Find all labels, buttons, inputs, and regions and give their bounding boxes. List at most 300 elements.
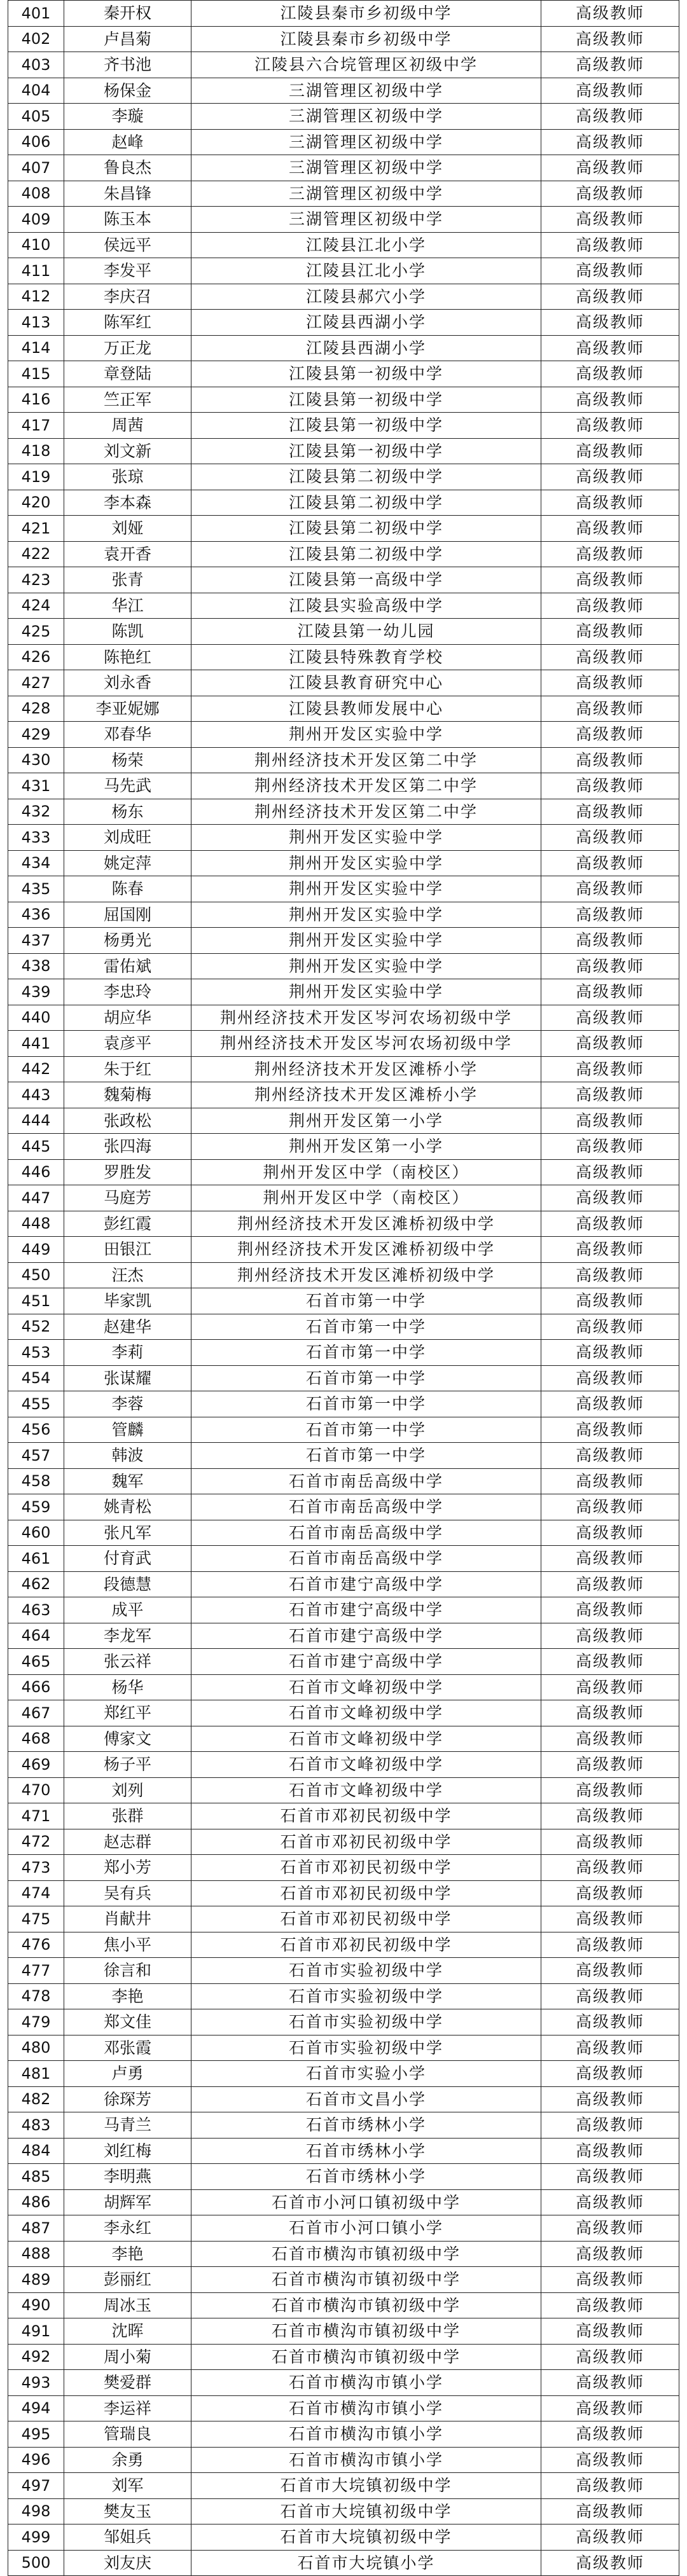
name-cell: 张凡军	[64, 1520, 191, 1546]
school-cell: 石首市南岳高级中学	[191, 1546, 541, 1572]
title-cell: 高级教师	[541, 1185, 679, 1211]
row-number-cell: 498	[8, 2498, 64, 2524]
table-row	[8, 2061, 679, 2087]
table-row	[8, 541, 679, 567]
school-cell: 石首市实验初级中学	[191, 1983, 541, 2009]
row-number-cell: 410	[8, 232, 64, 258]
title-cell: 高级教师	[541, 2498, 679, 2524]
table-row	[8, 1237, 679, 1263]
table-row	[8, 1134, 679, 1160]
school-cell: 石首市建宁高级中学	[191, 1571, 541, 1597]
table-row	[8, 2395, 679, 2421]
row-number-cell: 455	[8, 1391, 64, 1417]
school-cell: 石首市小河口镇小学	[191, 2215, 541, 2242]
school-cell: 江陵县第一初级中学	[191, 413, 541, 439]
table-row	[8, 1855, 679, 1881]
row-number-cell: 402	[8, 26, 64, 52]
name-cell: 彭丽红	[64, 2267, 191, 2293]
row-number-cell: 417	[8, 413, 64, 439]
row-number-cell: 441	[8, 1031, 64, 1057]
title-cell: 高级教师	[541, 928, 679, 954]
school-cell: 三湖管理区初级中学	[191, 78, 541, 104]
school-cell: 石首市横沟市镇初级中学	[191, 2241, 541, 2267]
table-row	[8, 825, 679, 851]
name-cell: 雷佑斌	[64, 953, 191, 979]
table-row	[8, 1494, 679, 1520]
name-cell: 李明燕	[64, 2164, 191, 2190]
name-cell: 郑文佳	[64, 2009, 191, 2035]
name-cell: 胡应华	[64, 1005, 191, 1031]
table-row	[8, 490, 679, 516]
school-cell: 荆州开发区实验中学	[191, 953, 541, 979]
table-row	[8, 26, 679, 52]
name-cell: 汪杰	[64, 1262, 191, 1288]
title-cell: 高级教师	[541, 2447, 679, 2473]
table-row	[8, 1880, 679, 1906]
title-cell: 高级教师	[541, 1005, 679, 1031]
title-cell: 高级教师	[541, 644, 679, 670]
table-row	[8, 1623, 679, 1649]
row-number-cell: 454	[8, 1365, 64, 1391]
school-cell: 石首市文峰初级中学	[191, 1674, 541, 1700]
school-cell: 荆州开发区实验中学	[191, 928, 541, 954]
table-row	[8, 1056, 679, 1082]
name-cell: 赵建华	[64, 1314, 191, 1340]
row-number-cell: 438	[8, 953, 64, 979]
school-cell: 石首市文峰初级中学	[191, 1726, 541, 1752]
table-row	[8, 438, 679, 464]
name-cell: 朱于红	[64, 1056, 191, 1082]
table-row	[8, 1983, 679, 2009]
school-cell: 石首市横沟市镇初级中学	[191, 2344, 541, 2370]
table-row	[8, 464, 679, 490]
row-number-cell: 477	[8, 1958, 64, 1984]
title-cell: 高级教师	[541, 2086, 679, 2112]
school-cell: 石首市绣林小学	[191, 2138, 541, 2164]
row-number-cell: 436	[8, 902, 64, 928]
row-number-cell: 473	[8, 1855, 64, 1881]
name-cell: 万正龙	[64, 335, 191, 361]
title-cell: 高级教师	[541, 2370, 679, 2396]
school-cell: 荆州经济技术开发区岑河农场初级中学	[191, 1005, 541, 1031]
title-cell: 高级教师	[541, 1597, 679, 1623]
table-row	[8, 876, 679, 902]
table-row	[8, 1005, 679, 1031]
table-row	[8, 335, 679, 361]
table-row	[8, 2164, 679, 2190]
title-cell: 高级教师	[541, 129, 679, 155]
row-number-cell: 446	[8, 1159, 64, 1185]
table-row	[8, 644, 679, 670]
title-cell: 高级教师	[541, 2292, 679, 2318]
title-cell: 高级教师	[541, 1468, 679, 1494]
title-cell: 高级教师	[541, 361, 679, 387]
title-cell: 高级教师	[541, 1159, 679, 1185]
row-number-cell: 463	[8, 1597, 64, 1623]
row-number-cell: 433	[8, 825, 64, 851]
name-cell: 袁彦平	[64, 1031, 191, 1057]
name-cell: 秦开权	[64, 1, 191, 27]
table-row	[8, 2370, 679, 2396]
table-row	[8, 1211, 679, 1237]
row-number-cell: 464	[8, 1623, 64, 1649]
school-cell: 石首市实验初级中学	[191, 1958, 541, 1984]
table-row	[8, 1752, 679, 1778]
table-row	[8, 2550, 679, 2576]
title-cell: 高级教师	[541, 1855, 679, 1881]
school-cell: 荆州经济技术开发区第二中学	[191, 799, 541, 825]
row-number-cell: 408	[8, 181, 64, 207]
row-number-cell: 485	[8, 2164, 64, 2190]
row-number-cell: 456	[8, 1417, 64, 1443]
table-row	[8, 1520, 679, 1546]
name-cell: 屈国刚	[64, 902, 191, 928]
school-cell: 石首市横沟市镇初级中学	[191, 2292, 541, 2318]
title-cell: 高级教师	[541, 232, 679, 258]
name-cell: 徐琛芳	[64, 2086, 191, 2112]
name-cell: 李忠玲	[64, 979, 191, 1005]
school-cell: 荆州开发区中学（南校区）	[191, 1159, 541, 1185]
title-cell: 高级教师	[541, 2344, 679, 2370]
title-cell: 高级教师	[541, 2473, 679, 2499]
title-cell: 高级教师	[541, 2138, 679, 2164]
row-number-cell: 462	[8, 1571, 64, 1597]
table-row	[8, 2138, 679, 2164]
name-cell: 刘列	[64, 1777, 191, 1803]
name-cell: 齐书池	[64, 52, 191, 78]
name-cell: 樊爱群	[64, 2370, 191, 2396]
table-row	[8, 1674, 679, 1700]
name-cell: 陈春	[64, 876, 191, 902]
school-cell: 荆州开发区实验中学	[191, 825, 541, 851]
row-number-cell: 482	[8, 2086, 64, 2112]
title-cell: 高级教师	[541, 1829, 679, 1855]
school-cell: 江陵县第一幼儿园	[191, 619, 541, 645]
row-number-cell: 480	[8, 2035, 64, 2061]
name-cell: 李莉	[64, 1340, 191, 1366]
row-number-cell: 429	[8, 722, 64, 748]
row-number-cell: 430	[8, 747, 64, 773]
table-row	[8, 593, 679, 619]
table-row	[8, 902, 679, 928]
school-cell: 荆州开发区实验中学	[191, 902, 541, 928]
row-number-cell: 435	[8, 876, 64, 902]
name-cell: 段德慧	[64, 1571, 191, 1597]
school-cell: 江陵县教育研究中心	[191, 670, 541, 696]
table-row	[8, 2292, 679, 2318]
name-cell: 刘永香	[64, 670, 191, 696]
school-cell: 荆州开发区实验中学	[191, 722, 541, 748]
title-cell: 高级教师	[541, 1391, 679, 1417]
table-row	[8, 1031, 679, 1057]
school-cell: 石首市第一中学	[191, 1288, 541, 1314]
table-row	[8, 387, 679, 413]
table-row	[8, 1314, 679, 1340]
name-cell: 周冰玉	[64, 2292, 191, 2318]
name-cell: 鲁良杰	[64, 155, 191, 181]
school-cell: 石首市南岳高级中学	[191, 1520, 541, 1546]
row-number-cell: 425	[8, 619, 64, 645]
school-cell: 石首市邓初民初级中学	[191, 1829, 541, 1855]
row-number-cell: 449	[8, 1237, 64, 1263]
row-number-cell: 406	[8, 129, 64, 155]
school-cell: 石首市文峰初级中学	[191, 1752, 541, 1778]
name-cell: 姚青松	[64, 1494, 191, 1520]
school-cell: 江陵县六合垸管理区初级中学	[191, 52, 541, 78]
row-number-cell: 468	[8, 1726, 64, 1752]
name-cell: 周小菊	[64, 2344, 191, 2370]
name-cell: 彭红霞	[64, 1211, 191, 1237]
title-cell: 高级教师	[541, 1752, 679, 1778]
title-cell: 高级教师	[541, 155, 679, 181]
table-row	[8, 619, 679, 645]
row-number-cell: 424	[8, 593, 64, 619]
name-cell: 李璇	[64, 104, 191, 130]
school-cell: 石首市实验初级中学	[191, 2035, 541, 2061]
table-row	[8, 1185, 679, 1211]
table-row	[8, 52, 679, 78]
name-cell: 李发平	[64, 258, 191, 284]
row-number-cell: 404	[8, 78, 64, 104]
table-row	[8, 953, 679, 979]
school-cell: 荆州经济技术开发区滩桥小学	[191, 1082, 541, 1108]
title-cell: 高级教师	[541, 1546, 679, 1572]
row-number-cell: 432	[8, 799, 64, 825]
row-number-cell: 409	[8, 207, 64, 233]
title-cell: 高级教师	[541, 387, 679, 413]
name-cell: 管瑞良	[64, 2421, 191, 2448]
name-cell: 李庆召	[64, 284, 191, 310]
table-row	[8, 1108, 679, 1134]
name-cell: 李运祥	[64, 2395, 191, 2421]
table-row	[8, 413, 679, 439]
row-number-cell: 407	[8, 155, 64, 181]
row-number-cell: 500	[8, 2550, 64, 2576]
name-cell: 张谋耀	[64, 1365, 191, 1391]
name-cell: 陈凯	[64, 619, 191, 645]
title-cell: 高级教师	[541, 1108, 679, 1134]
school-cell: 江陵县第一高级中学	[191, 567, 541, 593]
table-row	[8, 2318, 679, 2345]
name-cell: 徐言和	[64, 1958, 191, 1984]
table-row	[8, 799, 679, 825]
row-number-cell: 405	[8, 104, 64, 130]
row-number-cell: 465	[8, 1649, 64, 1675]
school-cell: 石首市第一中学	[191, 1391, 541, 1417]
school-cell: 荆州经济技术开发区滩桥初级中学	[191, 1211, 541, 1237]
school-cell: 石首市文昌小学	[191, 2086, 541, 2112]
name-cell: 胡辉军	[64, 2189, 191, 2215]
name-cell: 马青兰	[64, 2112, 191, 2139]
name-cell: 刘娅	[64, 516, 191, 542]
row-number-cell: 492	[8, 2344, 64, 2370]
school-cell: 荆州开发区中学（南校区）	[191, 1185, 541, 1211]
row-number-cell: 496	[8, 2447, 64, 2473]
table-row	[8, 2035, 679, 2061]
table-row	[8, 284, 679, 310]
school-cell: 三湖管理区初级中学	[191, 181, 541, 207]
name-cell: 侯远平	[64, 232, 191, 258]
title-cell: 高级教师	[541, 284, 679, 310]
row-number-cell: 484	[8, 2138, 64, 2164]
title-cell: 高级教师	[541, 2215, 679, 2242]
school-cell: 江陵县第一初级中学	[191, 361, 541, 387]
school-cell: 石首市横沟市镇小学	[191, 2395, 541, 2421]
title-cell: 高级教师	[541, 207, 679, 233]
name-cell: 张群	[64, 1803, 191, 1829]
title-cell: 高级教师	[541, 2112, 679, 2139]
name-cell: 袁开香	[64, 541, 191, 567]
title-cell: 高级教师	[541, 104, 679, 130]
name-cell: 李艳	[64, 1983, 191, 2009]
table-row	[8, 1829, 679, 1855]
row-number-cell: 440	[8, 1005, 64, 1031]
table-row	[8, 2344, 679, 2370]
name-cell: 杨保金	[64, 78, 191, 104]
title-cell: 高级教师	[541, 413, 679, 439]
table-row	[8, 1958, 679, 1984]
title-cell: 高级教师	[541, 1777, 679, 1803]
school-cell: 石首市第一中学	[191, 1365, 541, 1391]
row-number-cell: 452	[8, 1314, 64, 1340]
row-number-cell: 467	[8, 1700, 64, 1726]
title-cell: 高级教师	[541, 2395, 679, 2421]
name-cell: 余勇	[64, 2447, 191, 2473]
row-number-cell: 491	[8, 2318, 64, 2345]
title-cell: 高级教师	[541, 799, 679, 825]
school-cell: 石首市文峰初级中学	[191, 1777, 541, 1803]
school-cell: 江陵县西湖小学	[191, 310, 541, 336]
title-cell: 高级教师	[541, 773, 679, 799]
row-number-cell: 494	[8, 2395, 64, 2421]
title-cell: 高级教师	[541, 1211, 679, 1237]
row-number-cell: 419	[8, 464, 64, 490]
table-row	[8, 1777, 679, 1803]
title-cell: 高级教师	[541, 335, 679, 361]
name-cell: 马庭芳	[64, 1185, 191, 1211]
name-cell: 郑红平	[64, 1700, 191, 1726]
table-row	[8, 2473, 679, 2499]
title-cell: 高级教师	[541, 567, 679, 593]
row-number-cell: 457	[8, 1443, 64, 1469]
row-number-cell: 439	[8, 979, 64, 1005]
name-cell: 李龙军	[64, 1623, 191, 1649]
row-number-cell: 421	[8, 516, 64, 542]
school-cell: 江陵县秦市乡初级中学	[191, 1, 541, 27]
table-row	[8, 2086, 679, 2112]
table-row	[8, 747, 679, 773]
school-cell: 三湖管理区初级中学	[191, 207, 541, 233]
title-cell: 高级教师	[541, 1288, 679, 1314]
row-number-cell: 487	[8, 2215, 64, 2242]
title-cell: 高级教师	[541, 2189, 679, 2215]
table-row	[8, 155, 679, 181]
school-cell: 石首市横沟市镇初级中学	[191, 2267, 541, 2293]
table-row	[8, 129, 679, 155]
school-cell: 江陵县西湖小学	[191, 335, 541, 361]
name-cell: 邓春华	[64, 722, 191, 748]
table-row	[8, 1391, 679, 1417]
table-row	[8, 2009, 679, 2035]
school-cell: 石首市大垸镇初级中学	[191, 2473, 541, 2499]
table-row	[8, 1082, 679, 1108]
school-cell: 石首市大垸镇初级中学	[191, 2524, 541, 2551]
school-cell: 江陵县特殊教育学校	[191, 644, 541, 670]
school-cell: 石首市邓初民初级中学	[191, 1932, 541, 1958]
name-cell: 李蓉	[64, 1391, 191, 1417]
name-cell: 朱昌锋	[64, 181, 191, 207]
name-cell: 傅家文	[64, 1726, 191, 1752]
table-row	[8, 1288, 679, 1314]
title-cell: 高级教师	[541, 1932, 679, 1958]
table-row	[8, 1932, 679, 1958]
school-cell: 荆州经济技术开发区第二中学	[191, 747, 541, 773]
title-cell: 高级教师	[541, 78, 679, 104]
name-cell: 张政松	[64, 1108, 191, 1134]
title-cell: 高级教师	[541, 438, 679, 464]
name-cell: 刘成旺	[64, 825, 191, 851]
teacher-list-table	[8, 0, 679, 2576]
title-cell: 高级教师	[541, 876, 679, 902]
row-number-cell: 403	[8, 52, 64, 78]
row-number-cell: 401	[8, 1, 64, 27]
school-cell: 江陵县实验高级中学	[191, 593, 541, 619]
name-cell: 李亚妮娜	[64, 696, 191, 722]
table-row	[8, 2524, 679, 2551]
school-cell: 江陵县第二初级中学	[191, 490, 541, 516]
name-cell: 李艳	[64, 2241, 191, 2267]
title-cell: 高级教师	[541, 747, 679, 773]
title-cell: 高级教师	[541, 1674, 679, 1700]
row-number-cell: 448	[8, 1211, 64, 1237]
name-cell: 付育武	[64, 1546, 191, 1572]
title-cell: 高级教师	[541, 52, 679, 78]
row-number-cell: 426	[8, 644, 64, 670]
title-cell: 高级教师	[541, 1340, 679, 1366]
school-cell: 石首市第一中学	[191, 1340, 541, 1366]
table-row	[8, 207, 679, 233]
row-number-cell: 481	[8, 2061, 64, 2087]
row-number-cell: 474	[8, 1880, 64, 1906]
title-cell: 高级教师	[541, 2267, 679, 2293]
table-row	[8, 1906, 679, 1932]
table-row	[8, 1700, 679, 1726]
title-cell: 高级教师	[541, 1237, 679, 1263]
row-number-cell: 411	[8, 258, 64, 284]
school-cell: 石首市建宁高级中学	[191, 1649, 541, 1675]
row-number-cell: 490	[8, 2292, 64, 2318]
name-cell: 张云祥	[64, 1649, 191, 1675]
table-row	[8, 1443, 679, 1469]
row-number-cell: 497	[8, 2473, 64, 2499]
name-cell: 卢勇	[64, 2061, 191, 2087]
school-cell: 江陵县郝穴小学	[191, 284, 541, 310]
title-cell: 高级教师	[541, 310, 679, 336]
row-number-cell: 471	[8, 1803, 64, 1829]
school-cell: 石首市小河口镇初级中学	[191, 2189, 541, 2215]
title-cell: 高级教师	[541, 1983, 679, 2009]
title-cell: 高级教师	[541, 1803, 679, 1829]
school-cell: 江陵县第二初级中学	[191, 516, 541, 542]
name-cell: 马先武	[64, 773, 191, 799]
row-number-cell: 453	[8, 1340, 64, 1366]
title-cell: 高级教师	[541, 541, 679, 567]
school-cell: 荆州开发区第一小学	[191, 1134, 541, 1160]
title-cell: 高级教师	[541, 1494, 679, 1520]
table-row	[8, 2112, 679, 2139]
row-number-cell: 428	[8, 696, 64, 722]
title-cell: 高级教师	[541, 181, 679, 207]
